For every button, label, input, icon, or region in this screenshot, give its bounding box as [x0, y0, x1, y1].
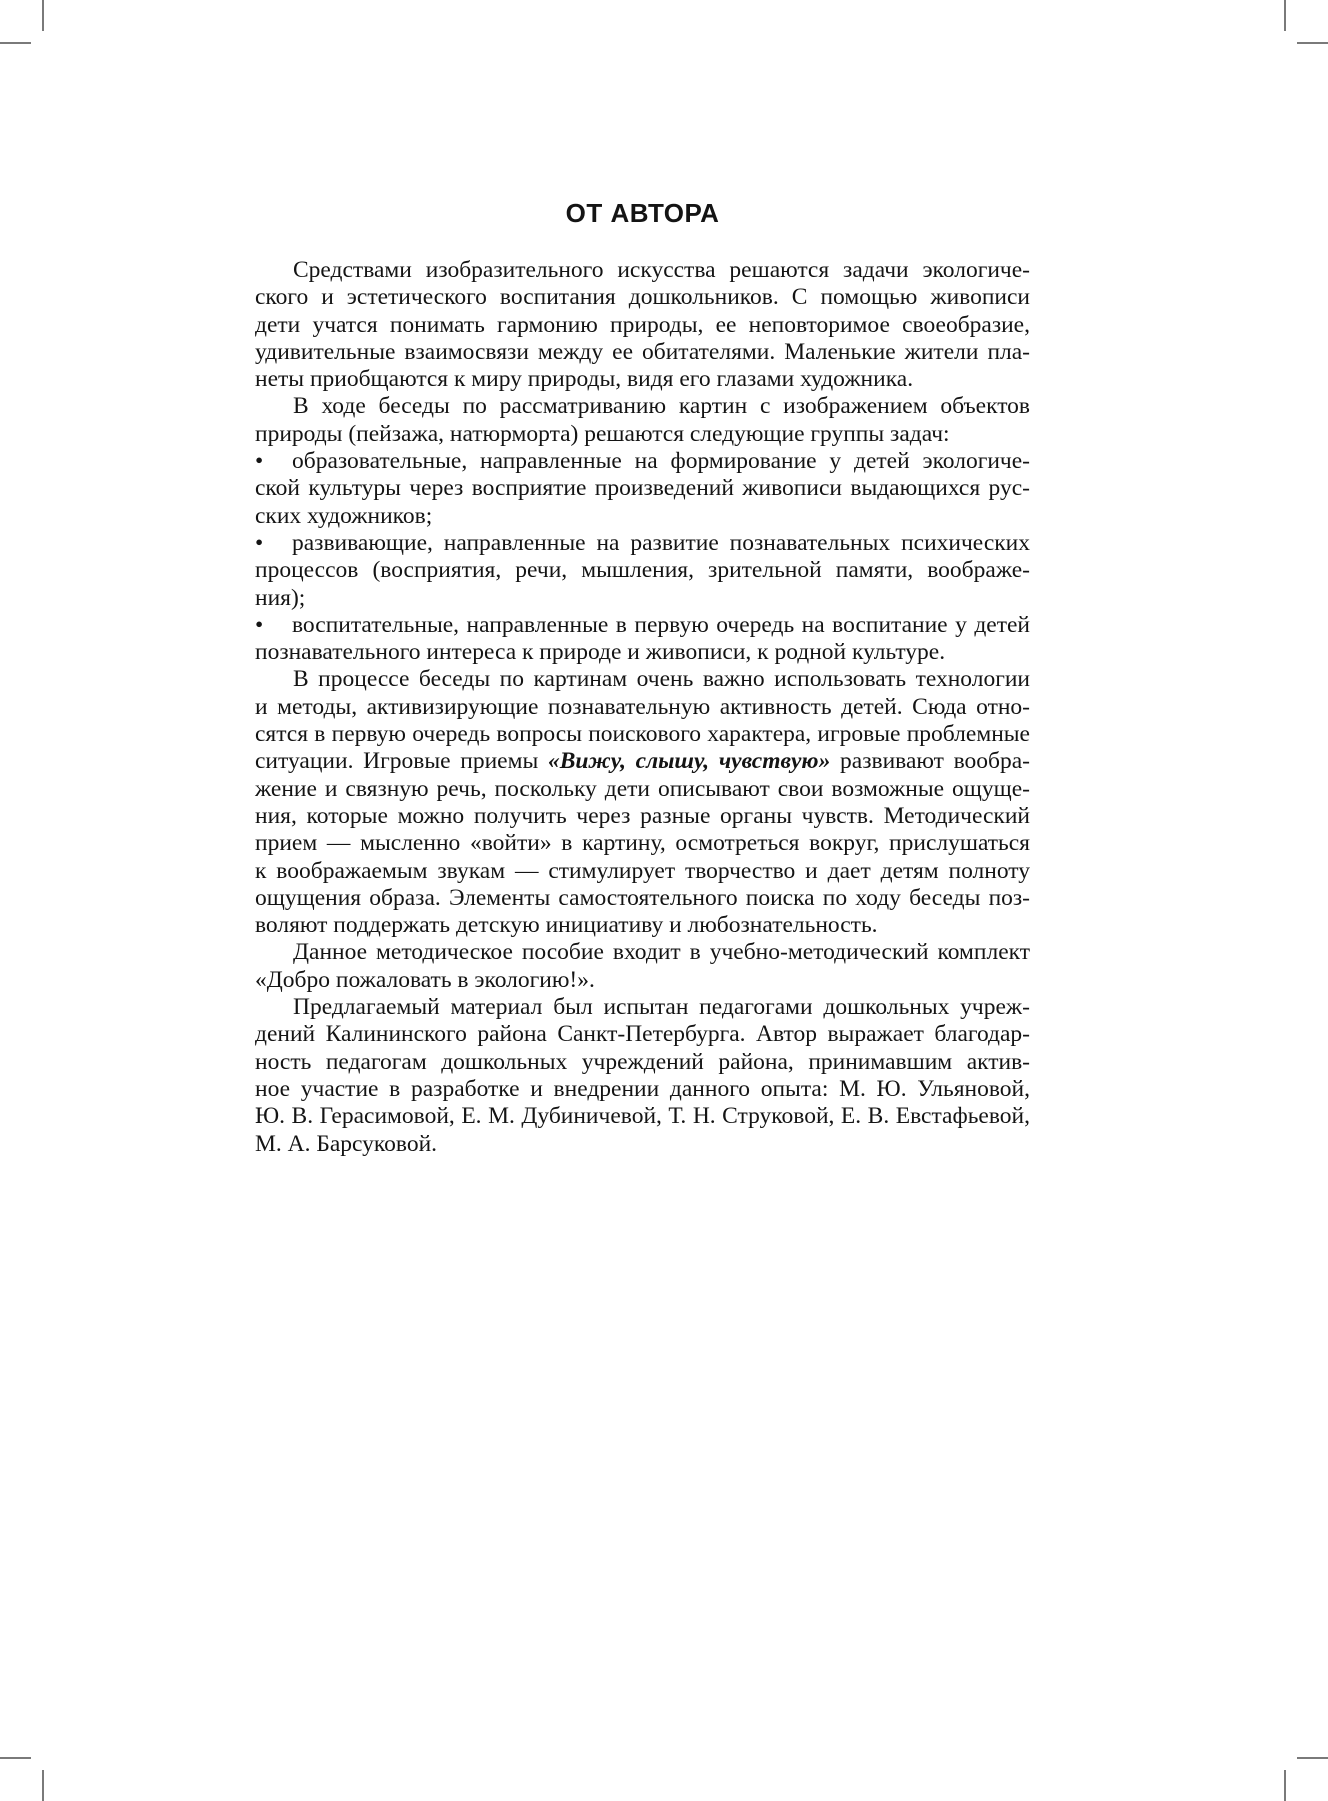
text-line: [255, 339, 1030, 366]
text-segment: процессов (восприятия, речи, мышления, зрительной памяти, воображе-: [255, 557, 1030, 584]
text-segment: ситуации. Игровые приемы: [255, 748, 548, 775]
text-segment: природы (пейзажа, натюрморта) решаются следующие группы задач:: [255, 420, 950, 447]
text-line: [255, 694, 1030, 721]
accent-text: «Вижу, слышу, чувствую»: [547, 748, 831, 775]
text-line: [255, 475, 1030, 502]
bullet-icon: •: [255, 448, 264, 475]
bullet-icon: •: [255, 529, 264, 556]
text-line: [255, 885, 1030, 912]
text-segment: ния, которые можно получить через разные органы чувств. Методический: [255, 802, 1030, 829]
text-segment: воспитательные, направленные в первую очередь на воспитание у детей: [292, 611, 1030, 638]
crop-mark-top-left-vertical: [42, 0, 44, 31]
text-segment: жение и связную речь, поскольку дети описывают свои возможные ощуще-: [255, 775, 1030, 802]
crop-mark-bottom-right-vertical: [1284, 1770, 1286, 1801]
crop-mark-top-right-horizontal: [1297, 42, 1328, 44]
bullet-paragraph: [255, 612, 1030, 667]
text-segment: неты приобщаются к миру природы, видя его глазами художника.: [255, 366, 914, 393]
text-segment: В процессе беседы по картинам очень важно использовать технологии: [293, 666, 1030, 693]
crop-mark-bottom-left-vertical: [42, 1770, 44, 1801]
text-line: [255, 585, 1030, 612]
text-segment: развивающие, направленные на развитие познавательных психических: [292, 529, 1030, 556]
text-line: [255, 448, 1030, 475]
text-segment: развивают вообра-: [830, 748, 1030, 775]
text-line: [255, 1021, 1030, 1048]
bullet-paragraph: [255, 448, 1030, 530]
text-segment: В ходе беседы по рассматриванию картин с изображением объектов: [293, 393, 1030, 420]
crop-mark-bottom-left-horizontal: [0, 1757, 31, 1759]
text-line: [255, 994, 1030, 1021]
text-segment: удивительные взаимосвязи между ее обитателями. Маленькие жители пла-: [255, 338, 1030, 365]
text-line: [255, 503, 1030, 530]
text-line: [255, 858, 1030, 885]
crop-mark-bottom-right-horizontal: [1297, 1757, 1328, 1759]
text-segment: ощущения образа. Элементы самостоятельного поиска по ходу беседы поз-: [255, 884, 1030, 911]
text-line: [255, 912, 1030, 939]
paragraph: [255, 393, 1030, 448]
text-line: [255, 421, 1030, 448]
text-line: [255, 776, 1030, 803]
crop-mark-top-left-horizontal: [0, 42, 31, 44]
text-line: [255, 530, 1030, 557]
text-segment: образовательные, направленные на формирование у детей экологиче-: [292, 448, 1030, 475]
text-segment: дети учатся понимать гармонию природы, ее неповторимое своеобразие,: [255, 311, 1030, 338]
text-segment: дений Калининского района Санкт-Петербурга. Автор выражает благодар-: [255, 1021, 1030, 1048]
text-line: [255, 1103, 1030, 1130]
page-title: ОТ АВТОРА: [565, 198, 720, 229]
paragraph: [255, 939, 1030, 994]
text-line: [255, 803, 1030, 830]
text-line: [255, 1076, 1030, 1103]
text-line: [255, 748, 1030, 775]
text-segment: и методы, активизирующие познавательную активность детей. Сюда отно-: [255, 693, 1030, 720]
text-segment: сятся в первую очередь вопросы поискового характера, игровые проблемные: [255, 721, 1030, 748]
paragraph: [255, 666, 1030, 939]
text-line: [255, 666, 1030, 693]
text-segment: «Добро пожаловать в экологию!».: [255, 966, 595, 993]
text-segment: ского и эстетического воспитания дошкольников. С помощью живописи: [255, 284, 1030, 311]
text-segment: ное участие в разработке и внедрении данного опыта: М. Ю. Ульяновой,: [255, 1075, 1030, 1102]
text-line: [255, 557, 1030, 584]
text-segment: к воображаемым звукам — стимулирует творчество и дает детям полноту: [255, 857, 1030, 884]
text-segment: М. А. Барсуковой.: [255, 1130, 438, 1157]
text-line: [255, 366, 1030, 393]
paragraph: [255, 994, 1030, 1158]
text-segment: прием — мысленно «войти» в картину, осмотреться вокруг, прислушаться: [255, 830, 1030, 857]
bullet-icon: •: [255, 611, 264, 638]
text-segment: познавательного интереса к природе и живописи, к родной культуре.: [255, 639, 946, 666]
body-text: [255, 257, 1030, 1158]
text-segment: ния);: [255, 584, 306, 611]
text-segment: Средствами изобразительного искусства решаются задачи экологиче-: [293, 257, 1030, 283]
text-line: [255, 393, 1030, 420]
text-line: [255, 639, 1030, 666]
text-line: [255, 612, 1030, 639]
text-line: [255, 830, 1030, 857]
text-line: [255, 1049, 1030, 1076]
text-segment: воляют поддержать детскую инициативу и любознательность.: [255, 912, 878, 939]
text-line: [255, 721, 1030, 748]
text-segment: Предлагаемый материал был испытан педагогами дошкольных учреж-: [293, 994, 1030, 1021]
crop-mark-top-right-vertical: [1284, 0, 1286, 31]
text-line: [255, 312, 1030, 339]
text-line: [255, 939, 1030, 966]
text-segment: ность педагогам дошкольных учреждений района, принимавшим актив-: [255, 1048, 1030, 1075]
text-segment: Ю. В. Герасимовой, Е. М. Дубиничевой, Т. Н. Струковой, Е. В. Евстафьевой,: [255, 1103, 1030, 1130]
text-segment: ской культуры через восприятие произведений живописи выдающихся рус-: [255, 475, 1030, 502]
text-line: [255, 1131, 1030, 1158]
text-segment: ских художников;: [255, 502, 433, 529]
paragraph: [255, 257, 1030, 393]
text-line: [255, 967, 1030, 994]
text-line: [255, 257, 1030, 284]
text-segment: Данное методическое пособие входит в учебно-методический комплект: [293, 939, 1030, 966]
text-line: [255, 284, 1030, 311]
bullet-paragraph: [255, 530, 1030, 612]
